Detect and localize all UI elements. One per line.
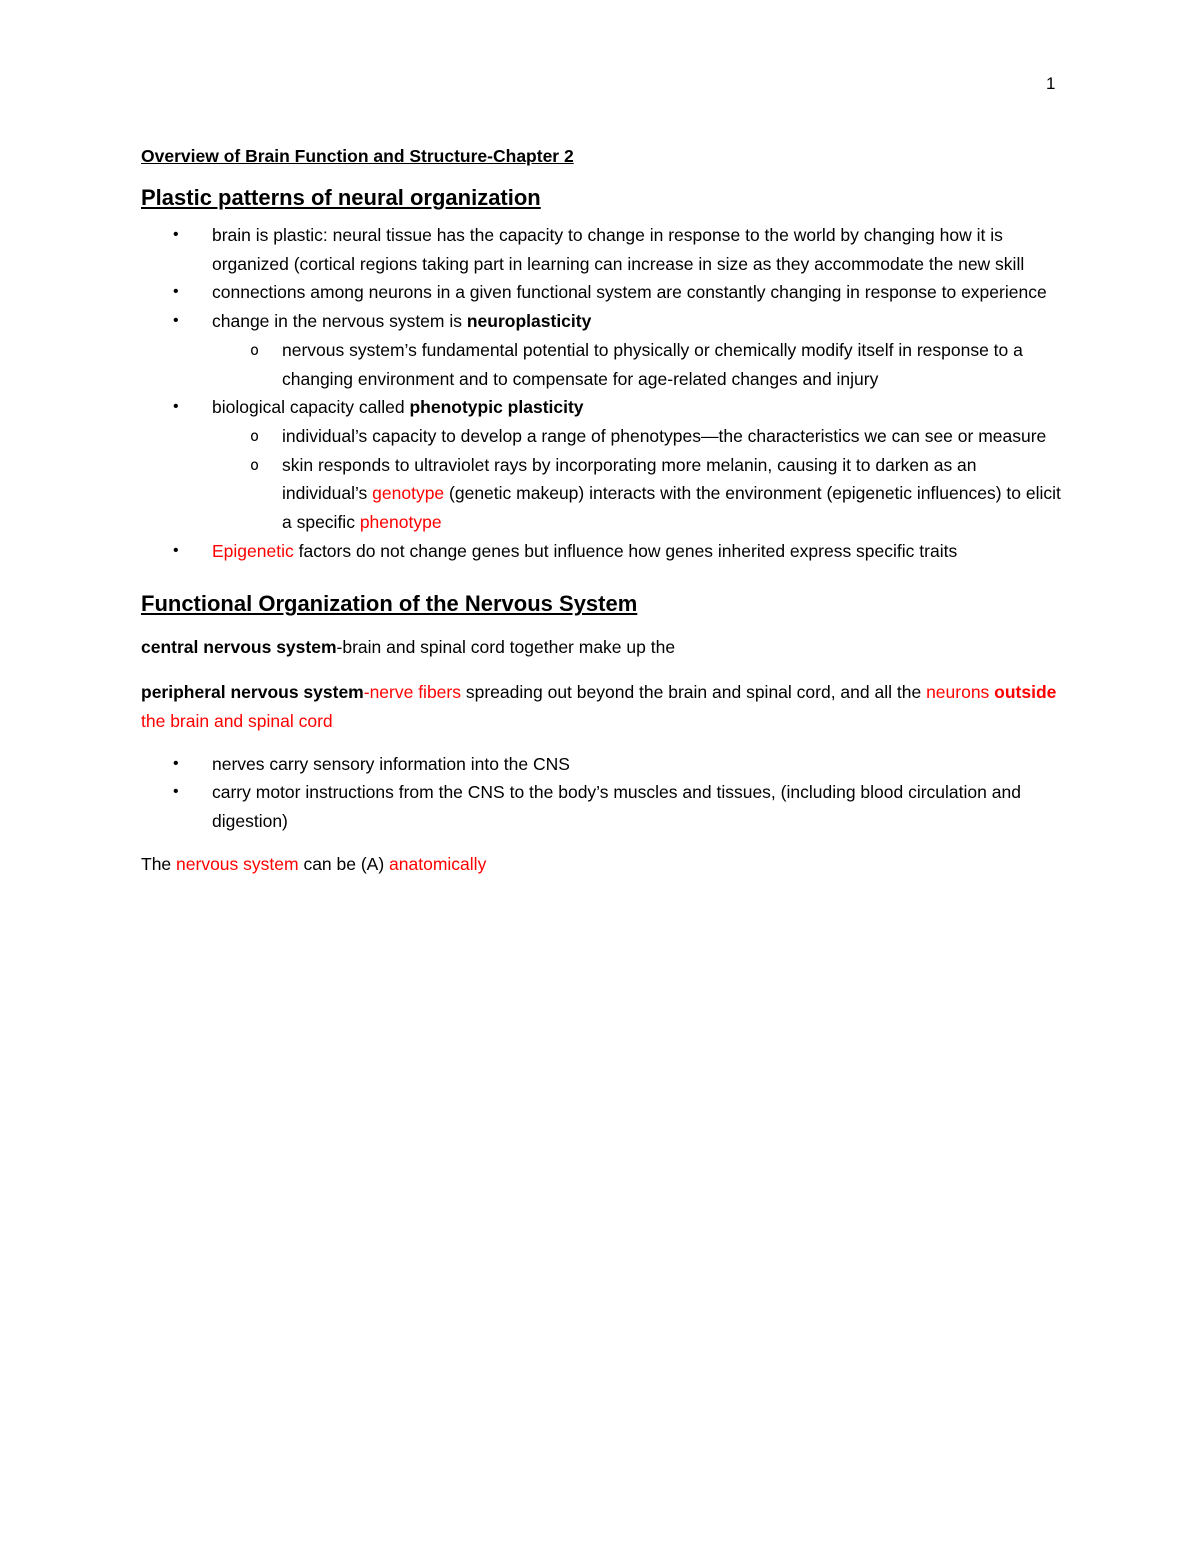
list-item-text: nerves carry sensory information into the CNS [212,753,570,774]
sub-list-item [212,451,1061,537]
list-item-text: factors do not change genes but influence how genes inherited express specific traits [293,540,958,561]
page-number: 1 [1046,74,1056,93]
list-item-text: connections among neurons in a given functional system are constantly changing in response to experience [212,282,1047,303]
list-item-text: carry motor instructions from the CNS to the body’s muscles and tissues, (including blood circulation and digestion) [212,782,1021,831]
list-item [141,278,1061,307]
sub-list-item [212,422,1061,451]
bullet-icon: • [173,754,179,772]
section-heading-plastic: Plastic patterns of neural organization [141,185,541,210]
sub-list-item-text-cont: (genetic makeup) interacts with the environment (epigenetic influences) to elicit a specific [282,483,1061,533]
term-cns: central nervous system [141,637,337,658]
functional-bullet-list [141,750,1061,836]
list-item-text: brain is plastic: neural tissue has the capacity to change in response to the world by changing how it is organized (cortical regions taking part in learning can increase in size as they accommodate the new skill [212,225,1025,274]
sub-list-item [212,336,1061,393]
list-item-text: biological capacity called [212,397,410,418]
bullet-icon: • [173,398,179,416]
term-anatomically: anatomically [389,853,487,874]
term-neurons: neurons [926,682,995,703]
sub-list [212,336,1061,393]
term-outside: outside [994,682,1057,703]
plastic-bullet-list [141,221,1061,565]
pns-red-text: the brain and spinal cord [141,710,333,731]
pns-text: spreading out beyond the brain and spinal cord, and all the [461,682,927,703]
cns-text: -brain and spinal cord together make up the [336,637,676,658]
term-nerve-fibers: nerve fibers [369,682,461,703]
sub-list-item-text: skin responds to ultraviolet rays by incorporating more melanin, causing it to darken as an individual’s [282,454,977,504]
list-item [141,537,1061,566]
nervous-system-paragraph [141,850,1061,879]
para-text-cont: can be (A) [298,853,390,874]
bullet-icon: • [173,312,179,330]
sub-list-item-text: individual’s capacity to develop a range of phenotypes—the characteristics we can see or measure [282,425,1047,446]
sub-bullet-icon: o [250,455,260,474]
term-epigenetic: Epigenetic [212,540,294,561]
bullet-icon: • [173,226,179,243]
list-item [141,393,1061,537]
cns-paragraph [141,633,1061,662]
list-item-text: change in the nervous system is [212,311,467,332]
term-neuroplasticity: neuroplasticity [466,311,592,332]
pns-paragraph [141,678,1061,735]
bullet-icon: • [173,783,179,801]
list-item [141,778,1061,835]
bullet-icon: • [173,283,179,301]
term-pns: peripheral nervous system [141,682,364,703]
para-text: The [141,853,177,874]
sub-list [212,422,1061,537]
term-phenotypic-plasticity: phenotypic plasticity [409,397,584,418]
list-item [141,307,1061,393]
sub-list-item-text: nervous system’s fundamental potential to physically or chemically modify itself in response to a changing environment and to compensate for age-related changes and injury [282,339,1023,389]
section-heading-functional: Functional Organization of the Nervous System [141,591,638,617]
document-body [141,143,1061,878]
document-title: Overview of Brain Function and Structure-Chapter 2 [141,146,574,166]
list-item [141,750,1061,779]
sub-bullet-icon: o [250,340,260,359]
pns-dash: - [363,682,370,703]
term-nervous-system: nervous system [176,853,299,874]
bullet-icon: • [173,541,179,559]
term-genotype: genotype [372,483,445,504]
list-item [141,221,1061,278]
term-phenotype: phenotype [359,512,442,533]
sub-bullet-icon: o [250,426,260,445]
